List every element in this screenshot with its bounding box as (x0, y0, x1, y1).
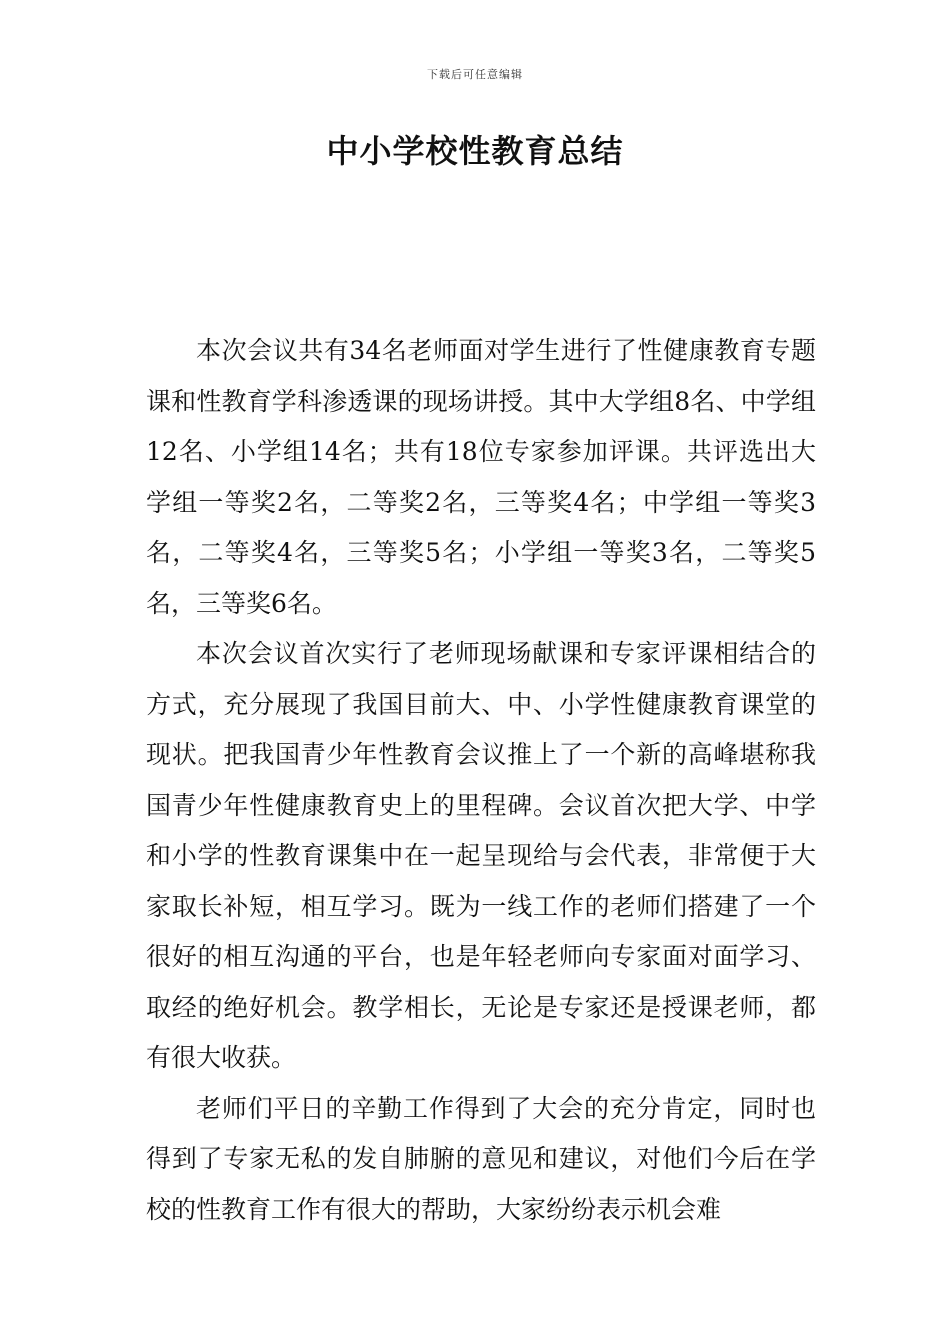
paragraph: 本次会议首次实行了老师现场献课和专家评课相结合的方式，充分展现了我国目前大、中、小学性健康教育课堂的现状。把我国青少年性教育会议推上了一个新的高峰堪称我国青少年性健康教育史上的里程碑。会议首次把大学、中学和小学的性教育课集中在一起呈现给与会代表，非常便于大家取长补短，相互学习。既为一线工作的老师们搭建了一个很好的相互沟通的平台，也是年轻老师向专家面对面学习、取经的绝好机会。教学相长，无论是专家还是授课老师，都有很大收获。 (146, 639, 816, 1072)
document-title: 中小学校性教育总结 (326, 132, 624, 170)
paragraph: 老师们平日的辛勤工作得到了大会的充分肯定，同时也得到了专家无私的发自肺腑的意见和建议，对他们今后在学校的性教育工作有很大的帮助，大家纷纷表示机会难 (146, 1093, 816, 1224)
header-note: 下载后可任意编辑 (427, 68, 523, 81)
document-body (146, 326, 816, 1235)
paragraph: 本次会议共有34名老师面对学生进行了性健康教育专题课和性教育学科渗透课的现场讲授。其中大学组8名、中学组12名、小学组14名；共有18位专家参加评课。共评选出大学组一等奖2名，二等奖2名，三等奖4名；中学组一等奖3名，二等奖4名，三等奖5名；小学组一等奖3名，二等奖5名，三等奖6名。 (146, 336, 816, 618)
